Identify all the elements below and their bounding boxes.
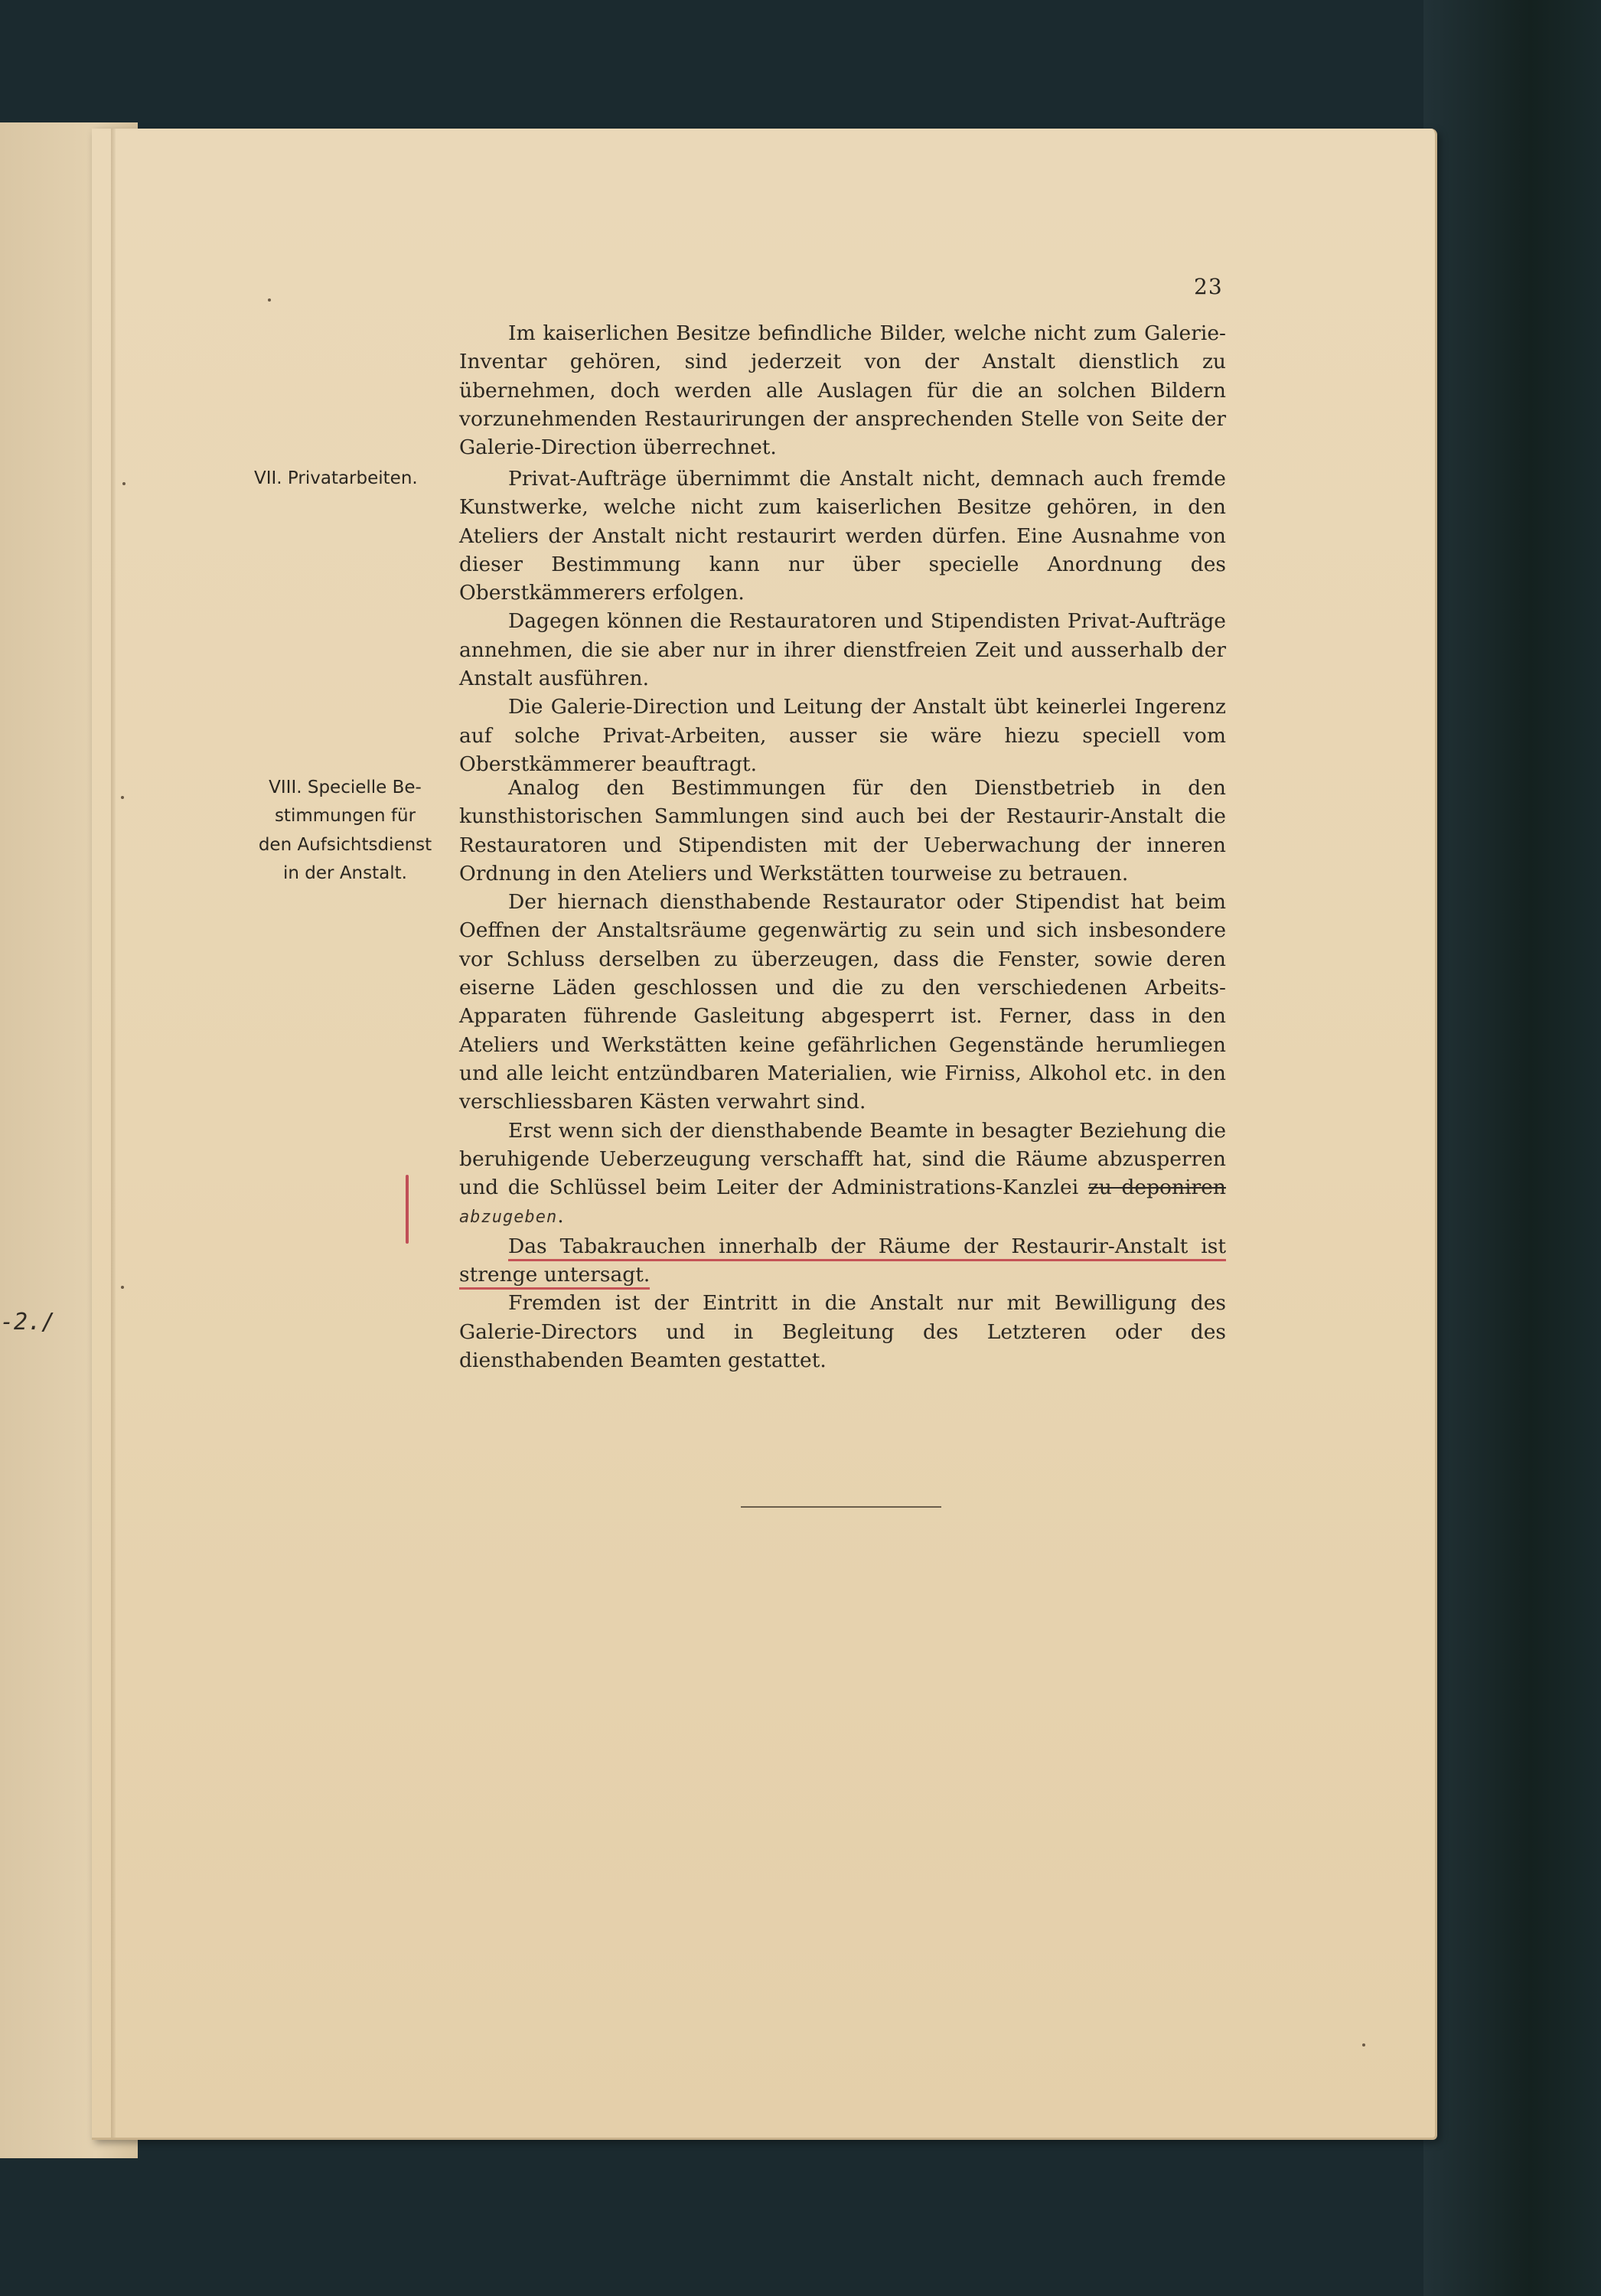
section-7-body	[459, 465, 1226, 778]
section-8-heading	[249, 774, 441, 888]
end-rule	[741, 1506, 941, 1508]
section-8-heading-line-4: in der Anstalt.	[283, 863, 407, 883]
speck	[121, 1286, 124, 1289]
page-fold-shadow	[111, 129, 116, 2138]
section-8-heading-line-2: stimmungen für	[274, 806, 416, 827]
section-8-paragraph-3: Erst wenn sich der diensthabende Beamte in besagter Beziehung die beruhigende Ueberzeugung verschafft hat, sind die Räume abzusperren und die Schlüssel beim Leiter der Administrations-Kanzlei zu deponiren abzugeben.	[459, 1118, 1226, 1228]
section-8-paragraph-3-text: Erst wenn sich der diensthabende Beamte in besagter Beziehung die beruhigende Ueberzeugung verschafft hat, sind die Räume abzusperren und die Schlüssel beim Leiter der Administrations-Kanzlei	[459, 1118, 1226, 1200]
section-8-paragraph-1: Analog den Bestimmungen für den Dienstbetrieb in den kunsthistorischen Sammlungen sind auch bei der Restaurir-Anstalt die Restauratoren und Stipendisten mit der Ueberwachung der inneren Ordnung in den Ateliers und Werkstätten tourweise zu betrauen.	[459, 776, 1226, 885]
intro-text: Im kaiserlichen Besitze befindliche Bilder, welche nicht zum Galerie-Inventar gehören, sind jederzeit von der Anstalt dienstlich zu übernehmen, doch werden alle Auslagen für die an solchen Bildern vorzunehmenden Restaurirungen der ansprechenden Stelle von Seite der Galerie-Direction überrechnet.	[459, 321, 1226, 460]
scan-backdrop	[1423, 0, 1601, 2296]
section-8-body	[459, 774, 1226, 1375]
speck	[121, 796, 124, 799]
page-number: 23	[1194, 274, 1223, 299]
red-underlined-rule: Das Tabakrauchen innerhalb der Räume der Restaurir-Anstalt ist strenge untersagt.	[459, 1234, 1226, 1290]
section-8-paragraph-2: Der hiernach diensthabende Restaurator oder Stipendist hat beim Oeffnen der Anstaltsräume gegenwärtig zu sein und sich insbesondere vor Schluss derselben zu überzeugen, dass die Fenster, sowie deren eiserne Läden geschlossen und die zu den verschiedenen Arbeits-Apparaten führende Gasleitung abgesperrt ist. Ferner, dass in den Ateliers und Werkstätten keine gefährlichen Gegenstände herumliegen und alle leicht entzündbaren Materialien, wie Firniss, Alkohol etc. in den verschliessbaren Kästen verwahrt sind.	[459, 890, 1226, 1114]
section-8-paragraph-4	[459, 1232, 1226, 1290]
red-margin-mark	[406, 1175, 409, 1244]
section-8-heading-line-1: VIII. Specielle Be-	[269, 778, 422, 797]
section-8-heading-line-3: den Aufsichtsdienst	[258, 834, 432, 855]
margin-handwriting: -2./	[0, 1309, 56, 1336]
intro-paragraph	[459, 319, 1226, 461]
speck	[122, 482, 126, 485]
section-7-paragraph-1: Privat-Aufträge übernimmt die Anstalt nicht, demnach auch fremde Kunstwerke, welche nicht zum kaiserlichen Besitze gehören, in den Ateliers der Anstalt nicht restaurirt werden dürfen. Eine Ausnahme von dieser Bestimmung kann nur über specielle Anordnung des Oberstkämmerers erfolgen.	[459, 467, 1226, 605]
section-8-paragraph-5: Fremden ist der Eintritt in die Anstalt nur mit Bewilligung des Galerie-Directors und in Begleitung des Letzteren oder des diensthabenden Beamten gestattet.	[459, 1291, 1226, 1372]
section-7-paragraph-3: Die Galerie-Direction und Leitung der Anstalt übt keinerlei Ingerenz auf solche Privat-Arbeiten, ausser sie wäre hiezu speciell vom Oberstkämmerer beauftragt.	[459, 695, 1226, 776]
section-7-paragraph-2: Dagegen können die Restauratoren und Stipendisten Privat-Aufträge annehmen, die sie aber nur in ihrer dienstfreien Zeit und ausserhalb der Anstalt ausführen.	[459, 609, 1226, 691]
speck	[268, 298, 271, 302]
handwritten-correction: abzugeben	[459, 1208, 558, 1228]
speck	[1362, 2043, 1365, 2047]
section-7-heading: VII. Privatarbeiten.	[254, 468, 418, 488]
struck-word: zu deponiren	[1087, 1176, 1226, 1200]
